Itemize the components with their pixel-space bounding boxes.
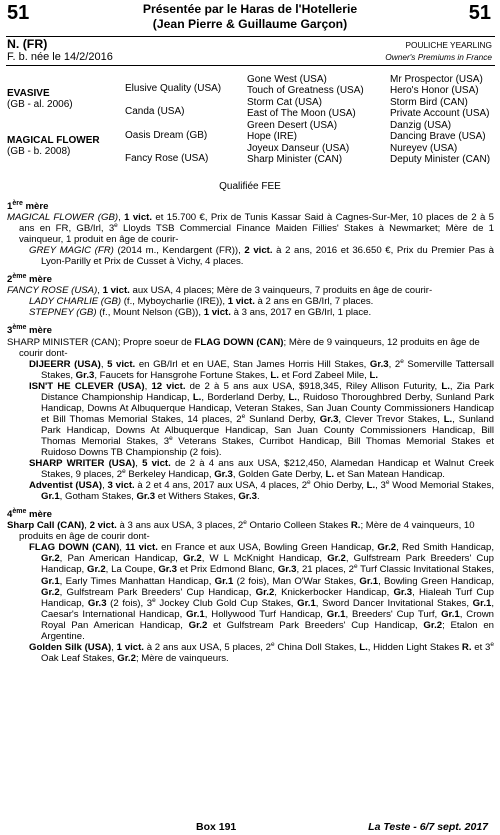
gen4-1: Mr Prospector (USA) <box>390 74 483 85</box>
gen4-5: Danzig (USA) <box>390 120 452 131</box>
gen4-3: Storm Bird (CAN) <box>390 97 468 108</box>
lot-number-left: 51 <box>7 2 30 24</box>
section-second-dam: 2ème mère <box>7 273 52 286</box>
third-dam-produce-4: Adventist (USA), 3 vict. à 2 et 4 ans, 2017 aux USA, 4 places, 2e Ohio Derby, L., 3e Wood Memorial Stakes, Gr.1, Gotham Stakes, Gr.3 et Withers Stakes, Gr.3. <box>29 478 494 503</box>
footer-box: Box 191 <box>196 821 237 833</box>
consignor-line-2: (Jean Pierre & Guillaume Garçon) <box>152 16 348 31</box>
consignor-title <box>60 2 440 31</box>
first-dam-entry: MAGICAL FLOWER (GB), 1 vict. et 15.700 €, Prix de Tunis Kassar Said à Cagnes-Sur-Mer, 10 places de 2 à 5 ans en FR, GB/Irl, 3e Lloyds TSB Commercial Finance Maiden Fillies' Stakes à Newmarket; Mère de 1 vainqueur, 1 produit en âge de courir- <box>7 212 495 246</box>
third-dam-produce-1: DIJEERR (USA), 5 vict. en GB/Irl et en UAE, Stan James Horris Hill Stakes, Gr.3, 2e Somerville Tattersall Stakes, Gr.3, Faucets for Hansgrohe Fortune Stakes, L. et Ford Zabeel Mile, L. <box>29 357 494 381</box>
dam-detail: (GB - b. 2008) <box>7 146 71 157</box>
gen3-1: Gone West (USA) <box>247 74 327 85</box>
horse-birth: F. b. née le 14/2/2016 <box>7 51 113 63</box>
section-third-dam: 3ème mère <box>7 324 52 337</box>
granddam-paternal: Canda (USA) <box>125 106 185 117</box>
qualification: Qualifiée FEE <box>219 181 281 192</box>
fourth-dam-produce-2: Golden Silk (USA), 1 vict. à 2 ans aux USA, 5 places, 2e China Doll Stakes, L., Hidden Light Stakes R. et 3e Oak Leaf Stakes, Gr.2; Mère de vainqueurs. <box>29 640 494 664</box>
third-dam-entry: SHARP MINISTER (CAN); Propre soeur de FLAG DOWN (CAN); Mère de 9 vainqueurs, 12 produits en âge de courir dont- <box>7 336 480 359</box>
section-fourth-dam: 4ème mère <box>7 508 52 521</box>
second-dam-entry: FANCY ROSE (USA), 1 vict. aux USA, 4 places; Mère de 3 vainqueurs, 7 produits en âge de courir- <box>7 285 433 297</box>
gen4-6: Dancing Brave (USA) <box>390 131 486 142</box>
maternal-family <box>7 201 494 664</box>
gen3-8: Sharp Minister (CAN) <box>247 154 343 165</box>
grandsire-paternal: Elusive Quality (USA) <box>125 83 222 94</box>
gen3-4: East of The Moon (USA) <box>247 108 356 119</box>
gen3-5: Green Desert (USA) <box>247 120 338 131</box>
catalogue-header <box>0 0 500 36</box>
owner-premiums: Owner's Premiums in France <box>385 52 492 62</box>
gen4-8: Deputy Minister (CAN) <box>390 154 491 165</box>
horse-category: POULICHE YEARLING <box>405 40 492 50</box>
gen3-6: Hope (IRE) <box>247 131 298 142</box>
fourth-dam-entry: Sharp Call (CAN), 2 vict. à 3 ans aux USA, 3 places, 2e Ontario Colleen Stakes R.; Mère de 4 vainqueurs, 10 produits en âge de courir dont- <box>7 519 475 543</box>
sire-name: EVASIVE <box>7 88 50 99</box>
consignor-line-1: Présentée par le Haras de l'Hotellerie <box>142 2 358 16</box>
lot-number-right: 51 <box>468 2 491 24</box>
header-rule <box>6 36 495 37</box>
gen4-2: Hero's Honor (USA) <box>390 85 479 96</box>
horse-name: N. (FR) <box>7 37 48 51</box>
gen4-7: Nureyev (USA) <box>390 143 458 154</box>
second-dam-produce-2: STEPNEY (GB) (f., Mount Nelson (GB)), 1 vict. à 3 ans, 2017 en GB/Irl, 1 place. <box>29 307 372 319</box>
second-dam-produce-1: LADY CHARLIE (GB) (f., Myboycharlie (IRE)), 1 vict. à 2 ans en GB/Irl, 7 places. <box>29 296 374 308</box>
granddam-maternal: Fancy Rose (USA) <box>125 153 209 164</box>
gen3-7: Joyeux Danseur (USA) <box>247 143 350 154</box>
footer-place-date: La Teste - 6/7 sept. 2017 <box>368 821 488 833</box>
section-first-dam: 1ère mère <box>7 199 49 212</box>
grandsire-maternal: Oasis Dream (GB) <box>125 130 208 141</box>
gen3-3: Storm Cat (USA) <box>247 97 323 108</box>
pedigree-rule <box>6 65 495 66</box>
fourth-dam-produce-1: FLAG DOWN (CAN), 11 vict. en France et aux USA, Bowling Green Handicap, Gr.2, Red Smith Handicap, Gr.2, Pan American Handicap, Gr.2, W L McKnight Handicap, Gr.2, Gulfstream Park Breeders' Cup Handicap, Gr.2, La Coupe, Gr.3 et Prix Edmond Blanc, Gr.3, 21 places, 2e Turf Classic Invitational Stakes, Gr.1, Early Times Manhattan Handicap, Gr.1 (2 fois), Man O'War Stakes, Gr.1, Bowling Green Handicap, Gr.2, Gulfstream Park Breeders' Cup Handicap, Gr.2, Knickerbocker Handicap, Gr.3, Hialeah Turf Cup Handicap, Gr.3 (2 fois), 3e Jockey Club Gold Cup Stakes, Gr.1, Sword Dancer Invitational Stakes, Gr.1, Caesar's International Handicap, Gr.1, Hollywood Turf Handicap, Gr.1, Breeders' Cup Turf, Gr.1, Crown Royal Pan American Handicap, Gr.2 et Gulfstream Park Breeders' Cup Handicap, Gr.2; Etalon en Argentine. <box>29 542 495 642</box>
dam-name: MAGICAL FLOWER <box>7 135 100 146</box>
third-dam-produce-3: SHARP WRITER (USA), 5 vict. de 2 à 4 ans aux USA, $212,450, Alamedan Handicap et Walnut Creek Stakes, 9 places, 2e Berkeley Handicap, Gr.3, Golden Gate Derby, L. et San Matean Handicap. <box>29 458 494 481</box>
gen3-2: Touch of Greatness (USA) <box>247 85 364 96</box>
first-dam-produce-1: GREY MAGIC (FR) (2014 m., Kendargent (FR)), 2 vict. à 2 ans, 2016 et 36.650 €, Prix du Premier Pas à Lyon-Parilly et Prix de Cusset à Vichy, 4 places. <box>29 245 494 268</box>
gen4-4: Private Account (USA) <box>390 108 490 119</box>
third-dam-produce-2: ISN'T HE CLEVER (USA), 12 vict. de 2 à 5 ans aux USA, $918,345, Riley Allison Futurity, L., Zia Park Distance Championship Handicap, L., Borderland Derby, L., Ruidoso Thoroughbred Derby, Sunland Park Handicap, Downs At Albuquerque Handicap, Veteran Stakes, San Juan County Commissioners Handicap et Bill Thomas Memorial Stakes, 14 places, 2e Sunland Derby, Gr.3, Clever Trevor Stakes, L., Sunland Park Handicap, Downs At Albuquerque Handicap, San Juan County Commissioners Handicap, Bill Thomas Memorial Stakes, 3e Veterans Stakes, Curribot Handicap, Bill Thomas Memorial Stakes et Ruidoso Downs TB Championship (2 fois). <box>29 380 495 458</box>
sire-detail: (GB - al. 2006) <box>7 99 73 110</box>
